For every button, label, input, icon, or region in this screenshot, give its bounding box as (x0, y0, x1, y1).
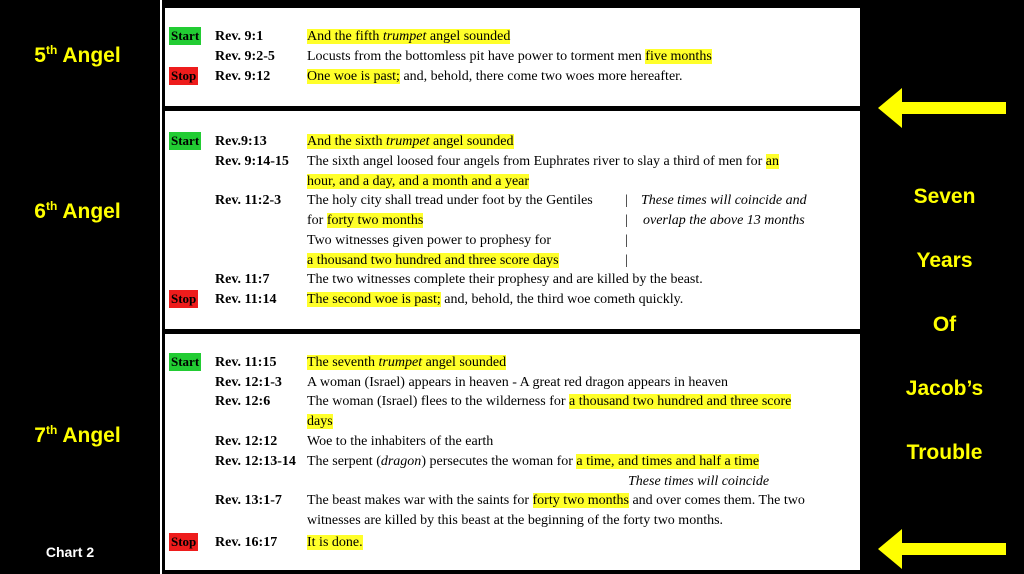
verse-text: The serpent (dragon) persecutes the woman for a time, and times and half a time (307, 454, 760, 469)
verse-text: a thousand two hundred and three score days (307, 253, 559, 268)
divider-line (160, 0, 162, 574)
verse-text: days (307, 414, 333, 429)
start-tag: Start (171, 28, 200, 43)
start-tag: Start (171, 133, 200, 148)
sixth-angel-label: 6th Angel (34, 199, 121, 223)
separator: | (625, 213, 628, 228)
verse-text: The beast makes war with the saints for forty two months and over comes them. The two (307, 493, 805, 508)
panel-seventh-angel (165, 334, 860, 570)
separator: | (625, 193, 628, 208)
seventh-angel-label: 7th Angel (34, 423, 121, 447)
verse-text: hour, and a day, and a month and a year (307, 174, 530, 189)
stop-tag: Stop (171, 291, 197, 306)
verse-ref: Rev. 9:14-15 (215, 154, 289, 169)
fifth-angel-label: 5th Angel (34, 43, 121, 67)
verse-ref: Rev. 12:1-3 (215, 375, 282, 390)
verse-text: Locusts from the bottomless pit have power to torment men five months (307, 49, 712, 64)
note-text: These times will coincide and (641, 193, 807, 208)
side-label-years: Years (916, 249, 973, 272)
verse-ref: Rev. 9:2-5 (215, 49, 275, 64)
panel-sixth-angel (165, 111, 860, 329)
verse-text: A woman (Israel) appears in heaven - A great red dragon appears in heaven (307, 375, 728, 390)
left-arrow-icon (878, 88, 1008, 128)
left-arrow-icon (878, 529, 1008, 569)
verse-text: The woman (Israel) flees to the wilderness for a thousand two hundred and three score (307, 394, 792, 409)
verse-ref: Rev. 9:12 (215, 69, 271, 84)
verse-text: The two witnesses complete their prophesy and are killed by the beast. (307, 272, 703, 287)
verse-text: The holy city shall tread under foot by the Gentiles (307, 193, 593, 208)
verse-text: It is done. (307, 535, 363, 550)
start-tag: Start (171, 354, 200, 369)
verse-text: The sixth angel loosed four angels from Euphrates river to slay a third of men for an (307, 154, 779, 169)
verse-ref: Rev. 11:15 (215, 355, 277, 370)
verse-text: The seventh trumpet angel sounded (307, 355, 507, 370)
stop-tag: Stop (171, 534, 197, 549)
verse-ref: Rev. 13:1-7 (215, 493, 282, 508)
stop-tag: Stop (171, 68, 197, 83)
verse-ref: Rev. 16:17 (215, 535, 278, 550)
separator: | (625, 253, 628, 268)
chart-label: Chart 2 (45, 544, 95, 560)
verse-text: Two witnesses given power to prophesy for (307, 233, 551, 248)
verse-text: And the sixth trumpet angel sounded (307, 134, 514, 149)
panel-fifth-angel (165, 8, 860, 106)
verse-text: for forty two months (307, 213, 424, 228)
side-label-of: Of (932, 313, 957, 336)
side-label-seven: Seven (913, 185, 976, 208)
separator: | (625, 233, 628, 248)
side-label-trouble: Trouble (906, 441, 983, 464)
verse-text: witnesses are killed by this beast at the beginning of the forty two months. (307, 513, 724, 528)
verse-ref: Rev. 12:13-14 (215, 454, 296, 469)
verse-ref: Rev. 12:12 (215, 434, 278, 449)
verse-ref: Rev. 9:1 (215, 29, 264, 44)
verse-ref: Rev. 12:6 (215, 394, 271, 409)
verse-text: And the fifth trumpet angel sounded (307, 29, 511, 44)
verse-text: The second woe is past; and, behold, the third woe cometh quickly. (307, 292, 684, 307)
note-text: These times will coincide (628, 474, 770, 489)
verse-text: Woe to the inhabiters of the earth (307, 434, 494, 449)
verse-ref: Rev. 11:2-3 (215, 193, 282, 208)
side-label-jacobs: Jacob’s (905, 377, 984, 400)
verse-ref: Rev. 11:14 (215, 292, 277, 307)
note-text: overlap the above 13 months (643, 213, 805, 228)
verse-ref: Rev. 11:7 (215, 272, 270, 287)
verse-text: One woe is past; and, behold, there come two woes more hereafter. (307, 69, 683, 84)
verse-ref: Rev.9:13 (215, 134, 267, 149)
